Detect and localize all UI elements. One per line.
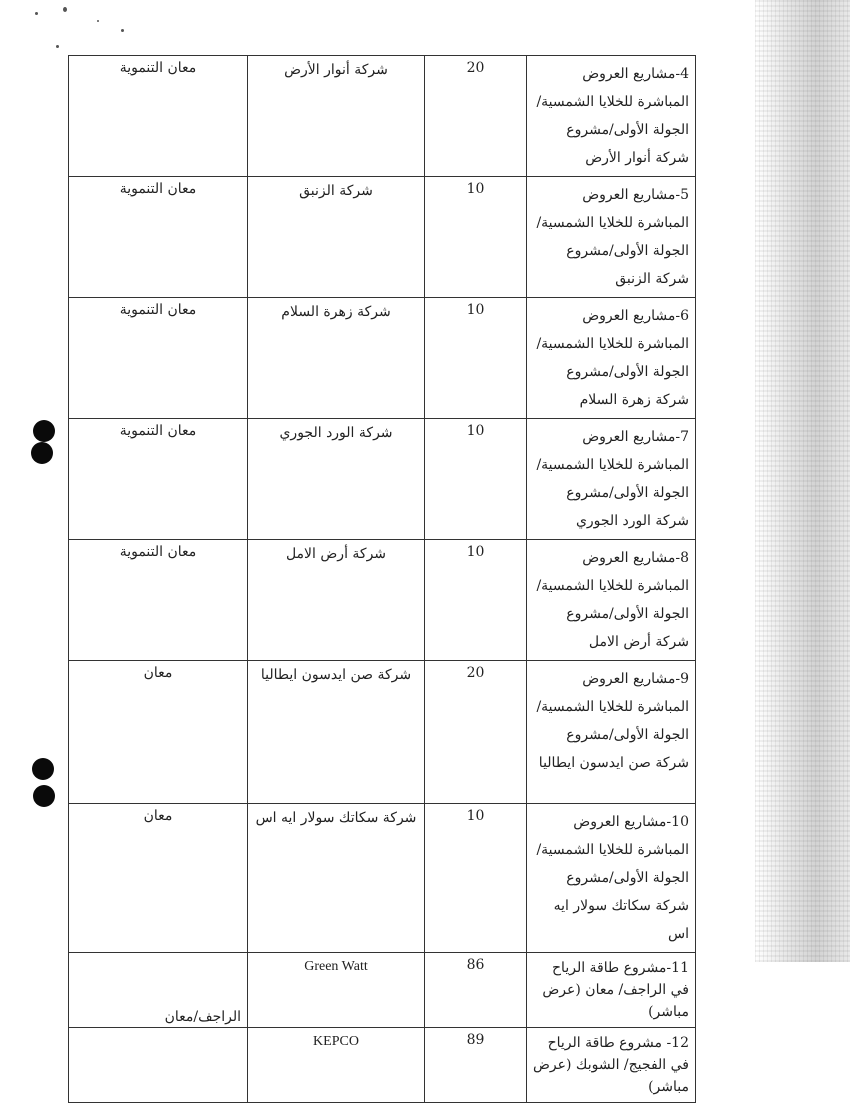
scan-speck xyxy=(97,20,99,22)
punch-hole xyxy=(32,758,54,780)
project-cell: 8-مشاريع العروض المباشرة للخلايا الشمسية/ الجولة الأولى/مشروع شركة أرض الامل xyxy=(527,540,696,661)
punch-hole xyxy=(33,785,55,807)
location-cell: معان التنموية xyxy=(69,419,248,540)
table-row xyxy=(69,540,696,661)
company-cell: شركة أرض الامل xyxy=(248,540,425,661)
project-cell: 12- مشروع طاقة الرياح في الفجيج/ الشوبك (عرض مباشر) xyxy=(527,1028,696,1103)
company-cell: شركة الورد الجوري xyxy=(248,419,425,540)
table-row xyxy=(69,1028,696,1103)
project-cell: 11-مشروع طاقة الرياح في الراجف/ معان (عرض مباشر) xyxy=(527,953,696,1028)
project-cell: 6-مشاريع العروض المباشرة للخلايا الشمسية/ الجولة الأولى/مشروع شركة زهرة السلام xyxy=(527,298,696,419)
capacity-cell: 10 xyxy=(425,804,527,953)
location-cell: معان التنموية xyxy=(69,540,248,661)
location-cell: معان التنموية xyxy=(69,56,248,177)
capacity-cell: 89 xyxy=(425,1028,527,1103)
project-cell: 4-مشاريع العروض المباشرة للخلايا الشمسية/ الجولة الأولى/مشروع شركة أنوار الأرض xyxy=(527,56,696,177)
scan-speck xyxy=(56,45,59,48)
capacity-cell: 20 xyxy=(425,661,527,804)
table-row xyxy=(69,419,696,540)
capacity-cell: 20 xyxy=(425,56,527,177)
company-cell: شركة أنوار الأرض xyxy=(248,56,425,177)
capacity-cell: 10 xyxy=(425,298,527,419)
capacity-cell: 10 xyxy=(425,419,527,540)
scan-speck xyxy=(63,7,67,12)
location-cell: معان xyxy=(69,661,248,804)
table-row xyxy=(69,177,696,298)
punch-hole xyxy=(33,420,55,442)
projects-table xyxy=(68,55,696,1103)
location-cell: معان التنموية xyxy=(69,177,248,298)
table-row xyxy=(69,804,696,953)
location-cell: الراجف/معان xyxy=(69,953,248,1028)
capacity-cell: 10 xyxy=(425,540,527,661)
company-cell: KEPCO xyxy=(248,1028,425,1103)
company-cell: شركة سكاتك سولار ايه اس xyxy=(248,804,425,953)
scan-speck xyxy=(121,29,124,32)
company-cell: Green Watt xyxy=(248,953,425,1028)
location-cell xyxy=(69,1028,248,1103)
capacity-cell: 10 xyxy=(425,177,527,298)
table-row xyxy=(69,298,696,419)
project-cell: 9-مشاريع العروض المباشرة للخلايا الشمسية/ الجولة الأولى/مشروع شركة صن ايدسون ايطاليا xyxy=(527,661,696,804)
capacity-cell: 86 xyxy=(425,953,527,1028)
scan-edge-noise xyxy=(755,0,850,962)
company-cell: شركة الزنبق xyxy=(248,177,425,298)
table-row xyxy=(69,661,696,804)
punch-hole xyxy=(31,442,53,464)
project-cell: 7-مشاريع العروض المباشرة للخلايا الشمسية/ الجولة الأولى/مشروع شركة الورد الجوري xyxy=(527,419,696,540)
scan-speck xyxy=(35,12,38,15)
location-cell: معان التنموية xyxy=(69,298,248,419)
table-row xyxy=(69,953,696,1028)
table-row xyxy=(69,56,696,177)
company-cell: شركة زهرة السلام xyxy=(248,298,425,419)
project-cell: 10-مشاريع العروض المباشرة للخلايا الشمسية/ الجولة الأولى/مشروع شركة سكاتك سولار ايه اس xyxy=(527,804,696,953)
project-cell: 5-مشاريع العروض المباشرة للخلايا الشمسية/ الجولة الأولى/مشروع شركة الزنبق xyxy=(527,177,696,298)
company-cell: شركة صن ايدسون ايطاليا xyxy=(248,661,425,804)
location-cell: معان xyxy=(69,804,248,953)
